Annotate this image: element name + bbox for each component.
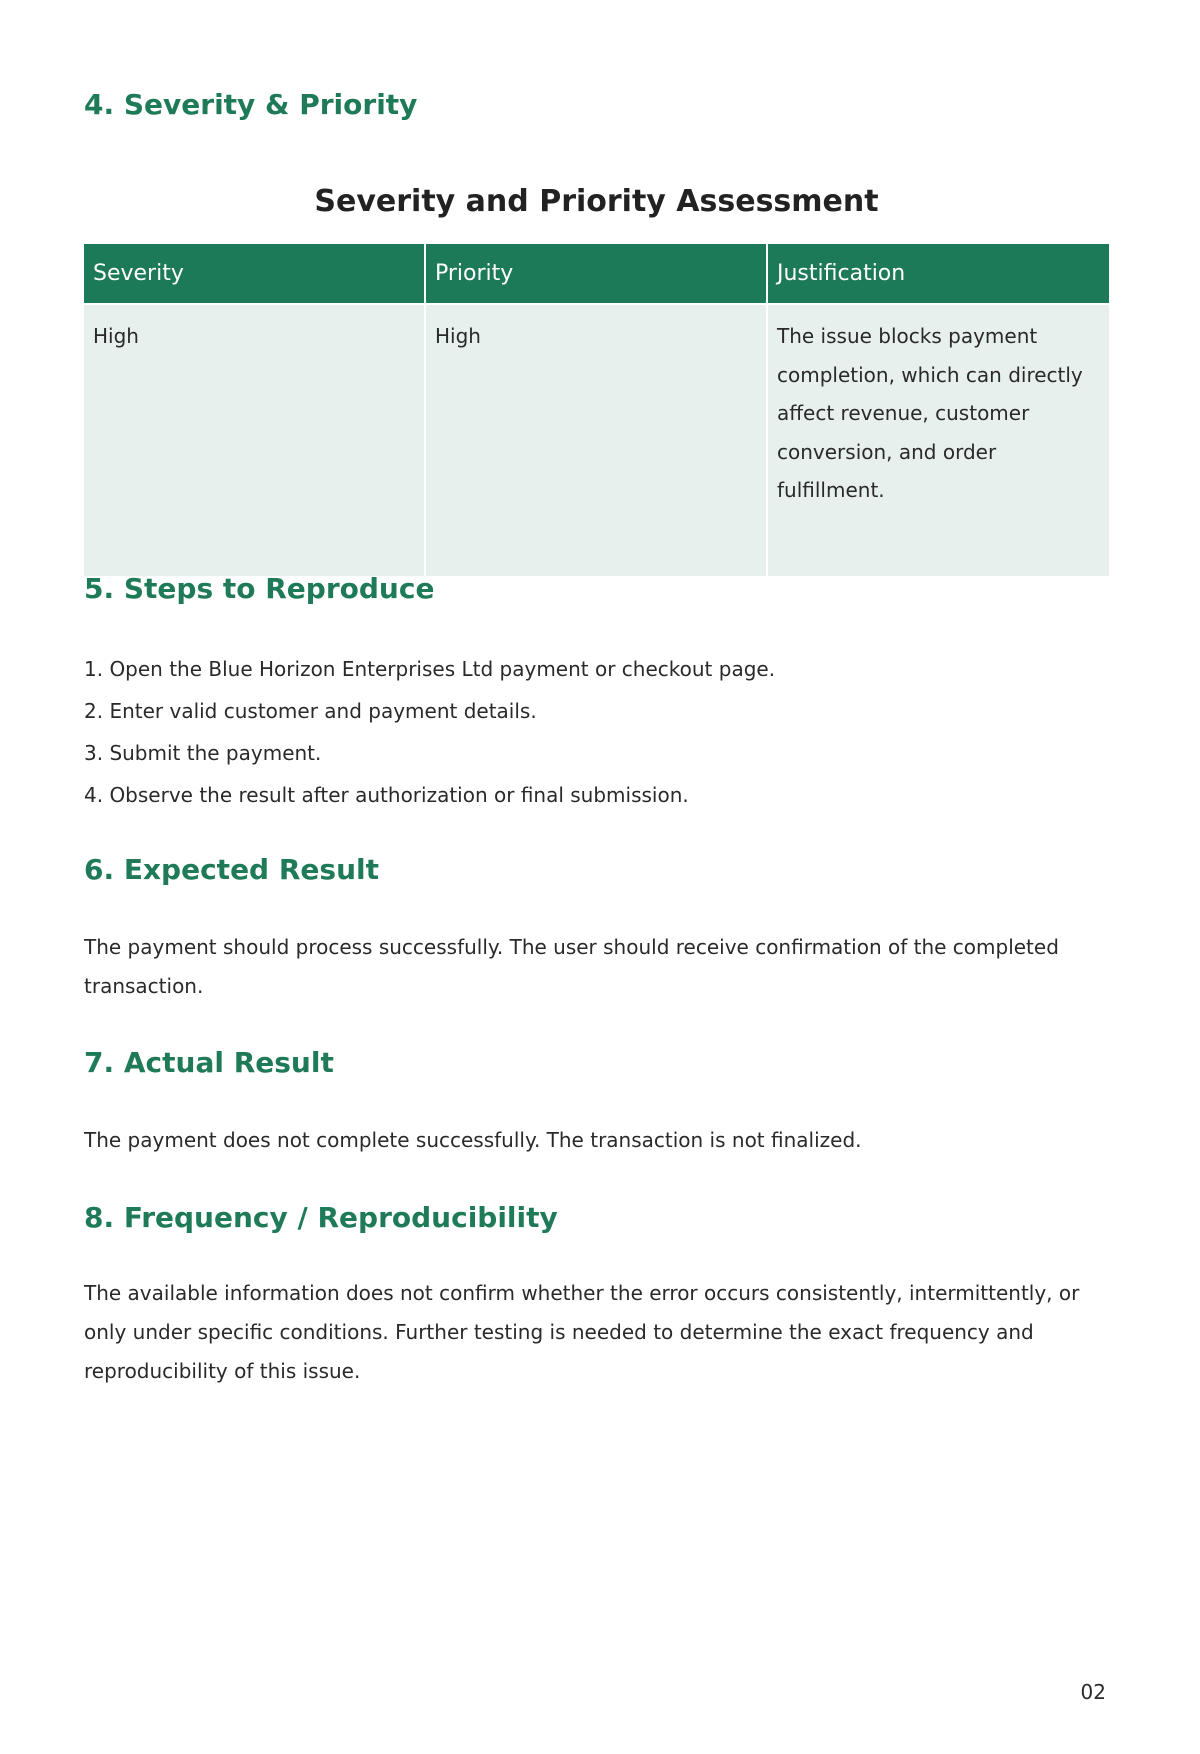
justification-cell: The issue blocks payment completion, which can directly affect revenue, customer conversion, and order fulfillment.	[767, 304, 1109, 576]
frequency-heading: 8. Frequency / Reproducibility	[84, 1201, 558, 1234]
severity-cell: High	[84, 304, 425, 576]
table-row	[84, 304, 1109, 576]
expected-result-text: The payment should process successfully. The user should receive confirmation of the completed transaction.	[84, 935, 1059, 998]
table-header-severity: Severity	[84, 244, 425, 304]
table-title: Severity and Priority Assessment	[314, 184, 879, 219]
step-item: 3. Submit the payment.	[84, 741, 322, 765]
steps-to-reproduce-heading: 5. Steps to Reproduce	[84, 572, 435, 605]
actual-result-heading: 7. Actual Result	[84, 1046, 334, 1079]
frequency-text: The available information does not confirm whether the error occurs consistently, intermittently, or only under specific conditions. Further testing is needed to determine the exact frequency and reproducibility of this issue.	[84, 1281, 1080, 1383]
step-item: 2. Enter valid customer and payment details.	[84, 699, 537, 723]
steps-list	[84, 648, 775, 816]
table-header-priority: Priority	[425, 244, 767, 304]
actual-result-text: The payment does not complete successfully. The transaction is not finalized.	[84, 1128, 862, 1152]
document-page	[84, 0, 1109, 1754]
severity-priority-heading: 4. Severity & Priority	[84, 88, 418, 121]
table-header-justification: Justification	[767, 244, 1109, 304]
page-number: 02	[1080, 1680, 1106, 1704]
step-item: 1. Open the Blue Horizon Enterprises Ltd payment or checkout page.	[84, 657, 776, 681]
priority-cell: High	[425, 304, 767, 576]
severity-priority-table	[84, 244, 1109, 576]
step-item: 4. Observe the result after authorization or final submission.	[84, 783, 689, 807]
table-header-row	[84, 244, 1109, 304]
expected-result-heading: 6. Expected Result	[84, 853, 379, 886]
